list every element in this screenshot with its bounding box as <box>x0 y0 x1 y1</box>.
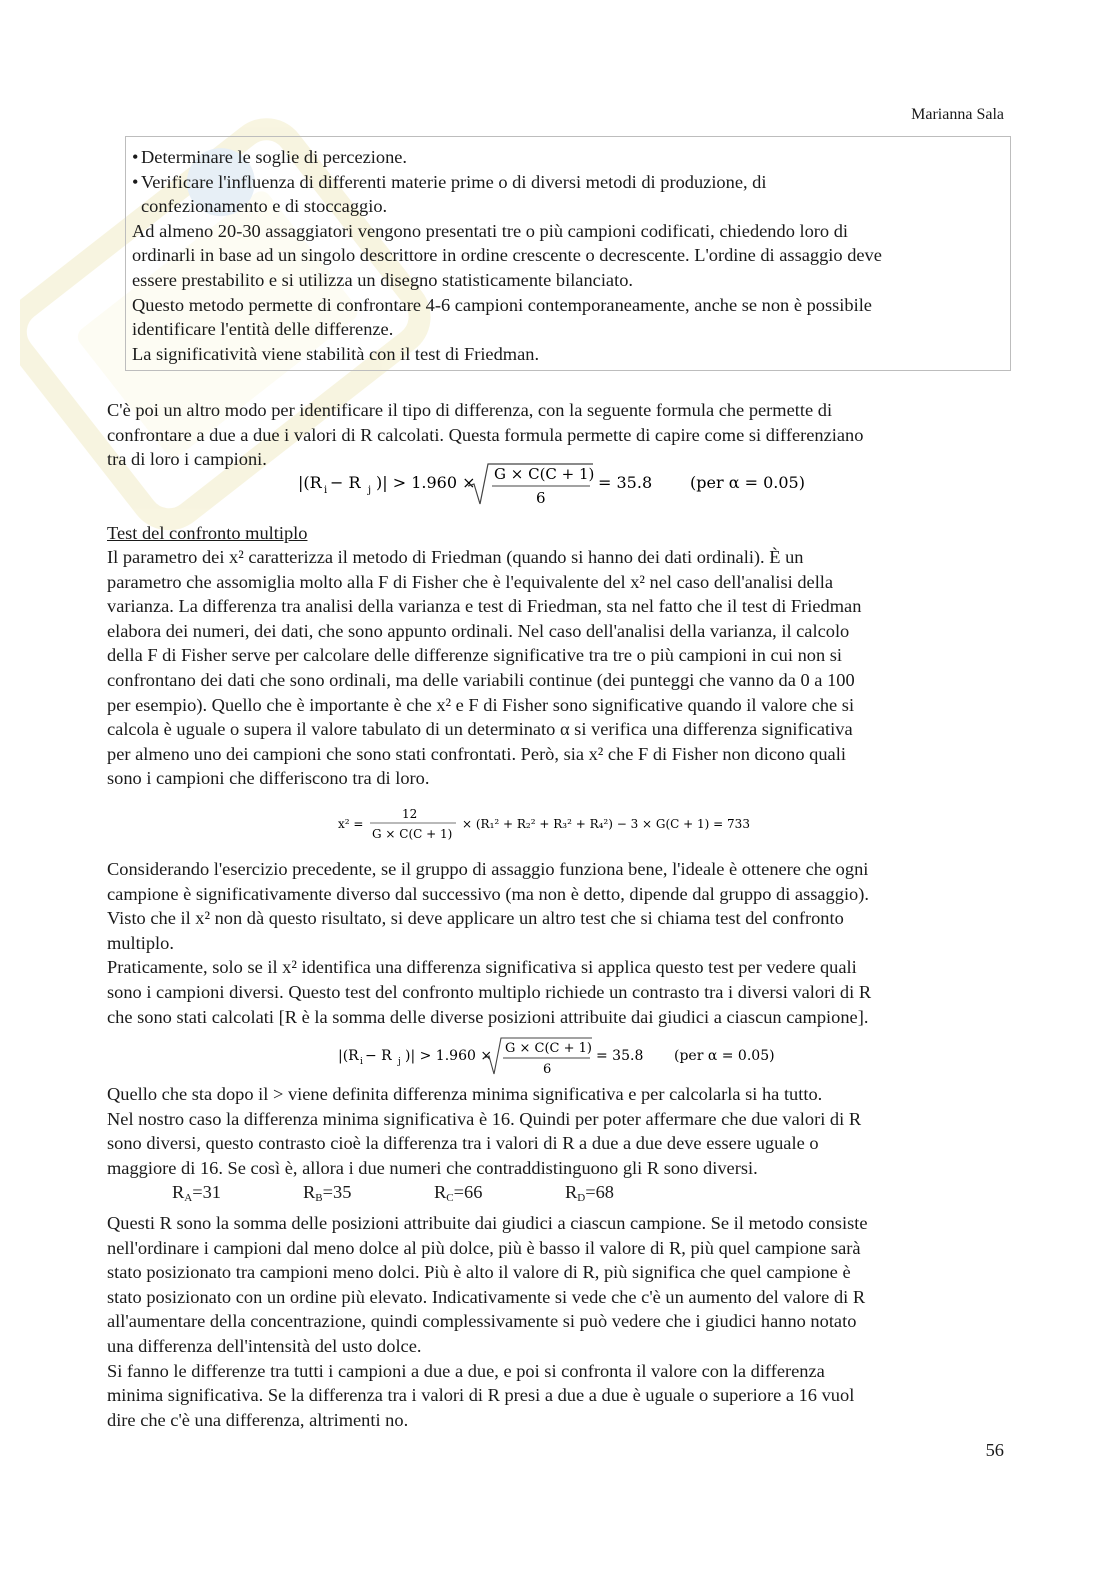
svg-text:= 35.8: = 35.8 <box>598 473 653 492</box>
r-value-a: $R_A=31$ <box>172 1182 221 1205</box>
svg-text:i: i <box>360 1057 363 1067</box>
paragraph-considerations: Considerando l'esercizio precedente, se il gruppo di assaggio funziona bene, l'ideale è ottenere che ogni campione è significativamente diverso dal successivo (ma non è detto, dipende dal gruppo di assaggio). Visto che il x² non dà questo risultato, si deve applicare un altro test che si chiama test del confronto multiplo. Praticamente, solo se il x² identifica una differenza significativa si applica questo test per vedere quali sono i campioni diversi. Questo test del confronto multiplo richiede un contrasto tra i diversi valori di R che sono stati calcolati [R è la somma delle diverse posizioni attribuite dai giudici a ciascun campione]. <box>107 859 872 1027</box>
svg-text:j: j <box>368 485 372 496</box>
formula-chi-square <box>0 802 1116 846</box>
svg-text:(per α = 0.05): (per α = 0.05) <box>690 473 805 492</box>
box-line: La significatività viene stabilità con il test di Friedman. <box>132 343 540 364</box>
svg-text:G × C(C + 1): G × C(C + 1) <box>494 465 595 483</box>
svg-text:j: j <box>398 1057 401 1067</box>
paragraph-friedman: Il parametro dei x² caratterizza il metodo di Friedman (quando si hanno dei dati ordinali). È un parametro che assomiglia molto alla F di Fisher che è l'equivalente del x² nel caso dell'analisi della varianza. La differenza tra analisi della varianza e test di Friedman, sta nel fatto che il test di Friedman elabora dei numeri, dei dati, che sono appunto ordinali. Nel caso dell'analisi della varianza, il calcolo della F di Fisher serve per calcolare delle differenze significative tra tre o più campioni in cui non si confrontano dei dati che sono ordinali, ma delle variabili continue (dei punteggi che vanno da 0 a 100 per esempio). Quello che è importante è che x² e F di Fisher sono significative quando il valore che si calcola è uguale o supera il valore tabulato di un determinato α si verifica una differenza significativa per almeno uno dei campioni che sono stati confrontati. Però, sia x² che F di Fisher non dicono quali sono i campioni che differiscono tra di loro. <box>107 547 862 789</box>
svg-text:= 35.8: = 35.8 <box>596 1048 644 1064</box>
svg-text:)| > 1.960 ×: )| > 1.960 × <box>405 1048 493 1064</box>
svg-text:− R: − R <box>330 473 361 492</box>
section-title: Test del confronto multiplo <box>107 523 308 543</box>
svg-text:i: i <box>324 485 328 496</box>
r-value-b: $R_B=35$ <box>303 1182 352 1205</box>
svg-text:)| > 1.960 ×: )| > 1.960 × <box>376 473 476 492</box>
box-line: Questo metodo permette di confrontare 4-6 campioni contemporaneamente, anche se non è possibile <box>132 294 872 315</box>
r-value-c: $R_C=66$ <box>434 1182 483 1205</box>
box-line: ordinarli in base ad un singolo descrittore in ordine crescente o decrescente. L'ordine di assaggio deve <box>132 245 882 266</box>
bullet-item: • Determinare le soglie di percezione. <box>132 147 408 167</box>
box-line: Ad almeno 20-30 assaggiatori vengono presentati tre o più campioni codificati, chiedendo loro di <box>132 220 849 241</box>
svg-text:|(R: |(R <box>298 473 322 492</box>
svg-text:6: 6 <box>536 489 546 507</box>
r-value-d: $R_D=68$ <box>565 1182 614 1205</box>
svg-text:G × C(C + 1): G × C(C + 1) <box>505 1041 593 1056</box>
page-number: 56 <box>985 1440 1004 1460</box>
bullet-continuation: confezionamento e di stoccaggio. <box>141 196 388 217</box>
box-line: essere prestabilito e si utilizza un disegno statisticamente bilanciato. <box>132 269 633 290</box>
svg-text:12: 12 <box>402 807 418 821</box>
box-line: identificare l'entità delle differenze. <box>132 319 394 340</box>
info-box <box>125 136 1011 371</box>
formula-multiple-comparison <box>0 458 1116 512</box>
svg-text:− R: − R <box>365 1048 392 1064</box>
author-name: Marianna Sala <box>911 106 1004 123</box>
paragraph-min-difference: Quello che sta dopo il > viene definita differenza minima significativa e per calcolarla si ha tutto. Nel nostro caso la differenza minima significativa è 16. Quindi per poter affermare che due valori di R sono diversi, questo contrasto cioè la differenza tra i valori di R a due a due deve essere uguale o maggiore di 16. Se così è, allora i due numeri che contraddistinguono gli R sono diversi. $R_A=31$ $R_B=35$ $R_C=66$ $R_D=68$ Questi R sono la somma delle posizioni attribuite dai giudici a ciascun campione. Se il metodo consiste nell'ordinare i campioni dal meno dolce al più dolce, più è basso il valore di R, più quel campione sarà stato posizionato tra campioni meno dolci. Più è alto il valore di R, più significa che quel campione è stato posizionato con un ordine più elevato. Indicativamente si vede che c'è un aumento del valore di R all'aumentare della concentrazione, quindi complessivamente si può vedere che i giudici hanno notato una differenza dell'intensità del usto dolce. Si fanno le differenze tra tutti i campioni a due a due, e poi si confronta il valore con la differenza minima significativa. Se la differenza tra i valori di R presi a due a due è uguale o superiore a 16 vuol dire che c'è una differenza, altrimenti no. <box>107 1082 1007 1432</box>
svg-text:× (R₁² + R₂² + R₃² + R₄²) − 3: × (R₁² + R₂² + R₃² + R₄²) − 3 × G(C + 1) = 733 <box>462 817 750 831</box>
svg-text:|(R: |(R <box>338 1048 359 1064</box>
svg-text:x² =: x² = <box>338 817 364 831</box>
paragraph-intro: C'è poi un altro modo per identificare il tipo di differenza, con la seguente formula che permette di confrontare a due a due i valori di R calcolati. Questa formula permette di capire come si differenziano tra di loro i campioni. <box>107 400 864 470</box>
r-values-row <box>107 1180 1007 1211</box>
svg-text:G × C(C + 1): G × C(C + 1) <box>372 827 453 841</box>
svg-text:(per α = 0.05): (per α = 0.05) <box>674 1048 775 1064</box>
svg-text:6: 6 <box>543 1062 552 1077</box>
bullet-item: • Verificare l'influenza di differenti materie prime o di diversi metodi di produzione, di <box>132 171 767 192</box>
formula-multiple-comparison-repeat <box>0 1032 1116 1078</box>
